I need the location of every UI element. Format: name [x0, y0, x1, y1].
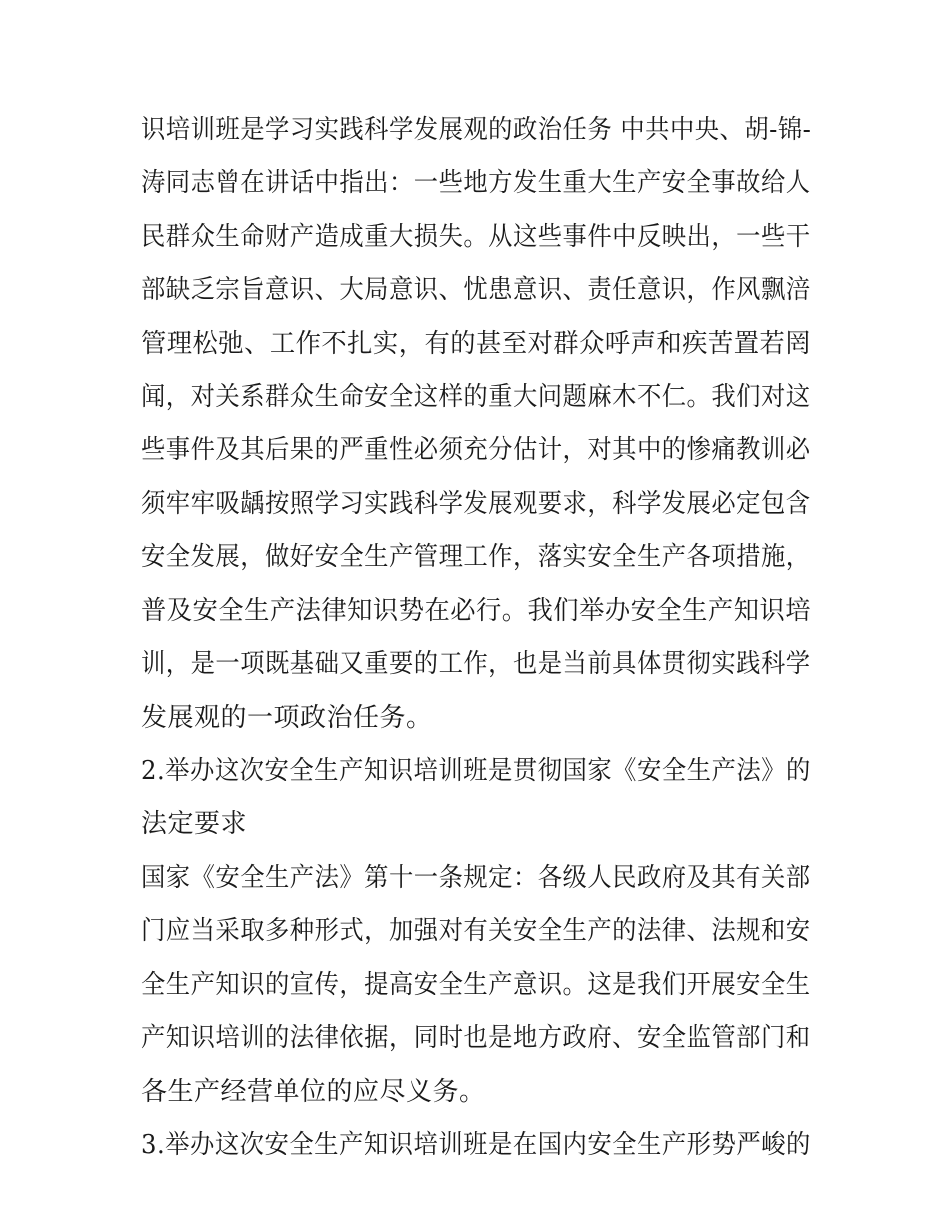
paragraph-line: 安全发展，做好安全生产管理工作，落实安全生产各项措施， — [141, 542, 811, 572]
paragraph-line: 识培训班是学习实践科学发展观的政治任务 中共中央、胡-锦- — [141, 115, 812, 145]
paragraph-line: 涛同志曾在讲话中指出：一些地方发生重大生产安全事故给人 — [141, 168, 811, 198]
paragraph-line: 训，是一项既基础又重要的工作，也是当前具体贯彻实践科学 — [141, 649, 811, 679]
paragraph-line: 闻，对关系群众生命安全这样的重大问题麻木不仁。我们对这 — [141, 382, 811, 412]
paragraph-line: 民群众生命财产造成重大损失。从这些事件中反映出，一些干 — [141, 222, 811, 252]
paragraph-line: 门应当采取多种形式，加强对有关安全生产的法律、法规和安 — [141, 916, 811, 946]
section-heading-line: 法定要求 — [141, 809, 248, 839]
paragraph-line: 普及安全生产法律知识势在必行。我们举办安全生产知识培 — [141, 596, 812, 626]
paragraph-line: 国家《安全生产法》第十一条规定：各级人民政府及其有关部 — [141, 863, 811, 893]
section-heading-line: 3.举办这次安全生产知识培训班是在国内安全生产形势严峻的 — [141, 1130, 811, 1160]
paragraph-line: 各生产经营单位的应尽义务。 — [141, 1077, 486, 1107]
paragraph-line: 须牢牢吸龋按照学习实践科学发展观要求，科学发展必定包含 — [141, 489, 811, 519]
paragraph-line: 些事件及其后果的严重性必须充分估计，对其中的惨痛教训必 — [141, 435, 811, 465]
paragraph-line: 管理松弛、工作不扎实，有的甚至对群众呼声和疾苦置若罔 — [141, 329, 812, 359]
paragraph-line: 全生产知识的宣传，提高安全生产意识。这是我们开展安全生 — [141, 970, 811, 1000]
paragraph-line: 产知识培训的法律依据，同时也是地方政府、安全监管部门和 — [141, 1023, 811, 1053]
paragraph-line: 发展观的一项政治任务。 — [141, 703, 433, 733]
paragraph-line: 部缺乏宗旨意识、大局意识、忧患意识、责任意识，作风飘涪 — [141, 275, 811, 305]
section-heading-line: 2.举办这次安全生产知识培训班是贯彻国家《安全生产法》的 — [141, 756, 811, 786]
